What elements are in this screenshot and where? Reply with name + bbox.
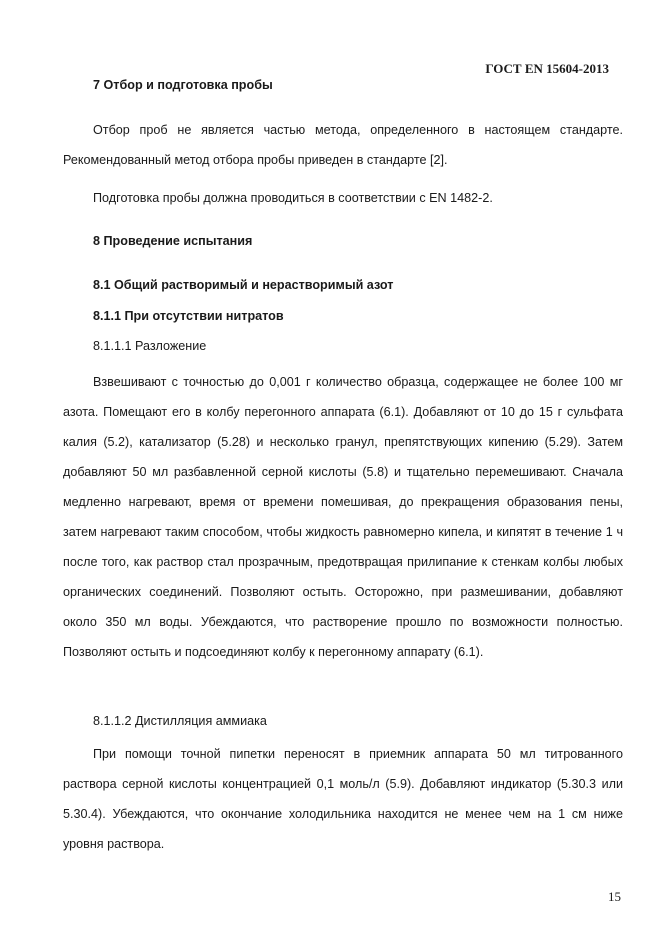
section-8-1-1-1-title: 8.1.1.1 Разложение xyxy=(93,339,207,353)
section-7-paragraph-1: Отбор проб не является частью метода, определенного в настоящем стандарте. Рекомендованный метод отбора пробы приведен в стандарте [2]. xyxy=(63,123,623,167)
section-8-1-1-1-paragraph: Взвешивают с точностью до 0,001 г количество образца, содержащее не более 100 мг азота. Помещают его в колбу перегонного аппарата (6.1). Добавляют от 10 до 15 г сульфата калия (5.2), катализатор (5.28) и несколько гранул, препятствующих кипению (5.29). Затем добавляют 50 мл разбавленной серной кислоты (5.8) и тщательно перемешивают. Сначала медленно нагревают, время от времени помешивая, до прекращения образования пены, затем нагревают таким способом, чтобы жидкость равномерно кипела, и кипятят в течение 1 ч после того, как раствор стал прозрачным, предотвращая прилипание к стенкам колбы любых органических соединений. Позволяют остыть. Осторожно, при размешивании, добавляют около 350 мл воды. Убеждаются, что растворение прошло по возможности полностью. Позволяют остыть и подсоединяют колбу к перегонному аппарату (6.1). xyxy=(63,375,623,659)
section-8-1-1-title: 8.1.1 При отсутствии нитратов xyxy=(93,309,284,323)
standard-code: ГОСТ EN 15604-2013 xyxy=(485,61,609,76)
page-number: 15 xyxy=(608,889,621,904)
section-7-paragraph-2: Подготовка пробы должна проводиться в соответствии с EN 1482-2. xyxy=(93,191,493,205)
section-8-1-1-2-paragraph: При помощи точной пипетки переносят в приемник аппарата 50 мл титрованного раствора серной кислоты концентрацией 0,1 моль/л (5.9). Добавляют индикатор (5.30.3 или 5.30.4). Убеждаются, что окончание холодильника находится не менее чем на 1 см ниже уровня раствора. xyxy=(63,747,623,851)
section-8-1-1-2-title: 8.1.1.2 Дистилляция аммиака xyxy=(93,714,267,728)
section-8-title: 8 Проведение испытания xyxy=(93,234,253,248)
section-8-1-title: 8.1 Общий растворимый и нерастворимый азот xyxy=(93,278,394,292)
section-7-title: 7 Отбор и подготовка пробы xyxy=(93,78,273,92)
